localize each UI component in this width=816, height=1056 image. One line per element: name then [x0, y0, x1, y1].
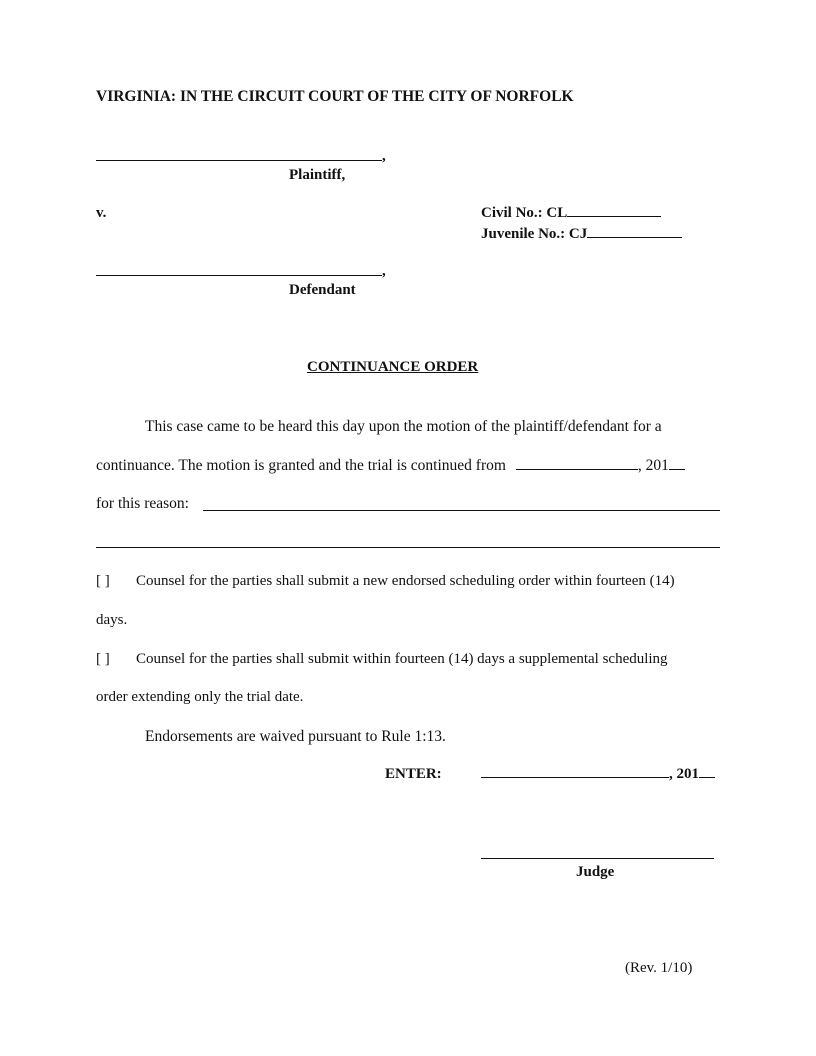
court-title: VIRGINIA: IN THE CIRCUIT COURT OF THE CITY OF NORFOLK [96, 88, 574, 105]
body-line-2 [96, 457, 685, 475]
option-2-continued: order extending only the trial date. [96, 689, 304, 705]
option-1-checkbox[interactable]: [ ] [96, 573, 110, 589]
continued-from-year-blank[interactable] [669, 468, 685, 470]
option-1 [96, 573, 675, 590]
defendant-name-line[interactable] [96, 275, 382, 276]
judge-label: Judge [576, 864, 615, 880]
plaintiff-label: Plaintiff, [289, 167, 346, 183]
reason-line-2[interactable] [96, 547, 720, 548]
continued-from-year: , 201 [637, 457, 669, 474]
plaintiff-comma: , [382, 148, 386, 164]
enter-label: ENTER: [385, 766, 442, 782]
juvenile-number-label: Juvenile No.: CJ [481, 226, 588, 242]
option-2-text: Counsel for the parties shall submit within fourteen (14) days a supplemental scheduling [136, 651, 668, 667]
civil-number [481, 205, 661, 222]
juvenile-number [481, 226, 682, 243]
body-line-1: This case came to be heard this day upon the motion of the plaintiff/defendant for a [145, 418, 662, 435]
civil-number-blank[interactable] [567, 215, 661, 217]
option-1-text: Counsel for the parties shall submit a new endorsed scheduling order within fourteen (14) [136, 573, 675, 589]
option-2-checkbox[interactable]: [ ] [96, 651, 110, 667]
option-1-continued: days. [96, 612, 128, 628]
civil-number-label: Civil No.: CL [481, 205, 568, 221]
reason-line-1[interactable] [203, 510, 720, 511]
judge-signature-line[interactable] [481, 858, 714, 859]
continued-from-date-blank[interactable] [516, 468, 638, 470]
enter-year: , 201 [669, 766, 699, 782]
option-2 [96, 651, 668, 668]
enter-year-blank[interactable] [699, 776, 715, 778]
plaintiff-name-line[interactable] [96, 160, 382, 161]
document-title: CONTINUANCE ORDER [307, 359, 479, 375]
reason-label: for this reason: [96, 495, 189, 512]
defendant-label: Defendant [289, 282, 356, 298]
endorsements-text: Endorsements are waived pursuant to Rule 1:13. [145, 728, 446, 745]
defendant-comma: , [382, 263, 386, 279]
juvenile-number-blank[interactable] [587, 236, 682, 238]
revision-label: (Rev. 1/10) [625, 960, 693, 976]
enter-date [481, 766, 715, 783]
continuance-text: continuance. The motion is granted and the trial is continued from [96, 457, 506, 474]
enter-date-blank[interactable] [481, 776, 669, 778]
versus-label: v. [96, 205, 107, 221]
